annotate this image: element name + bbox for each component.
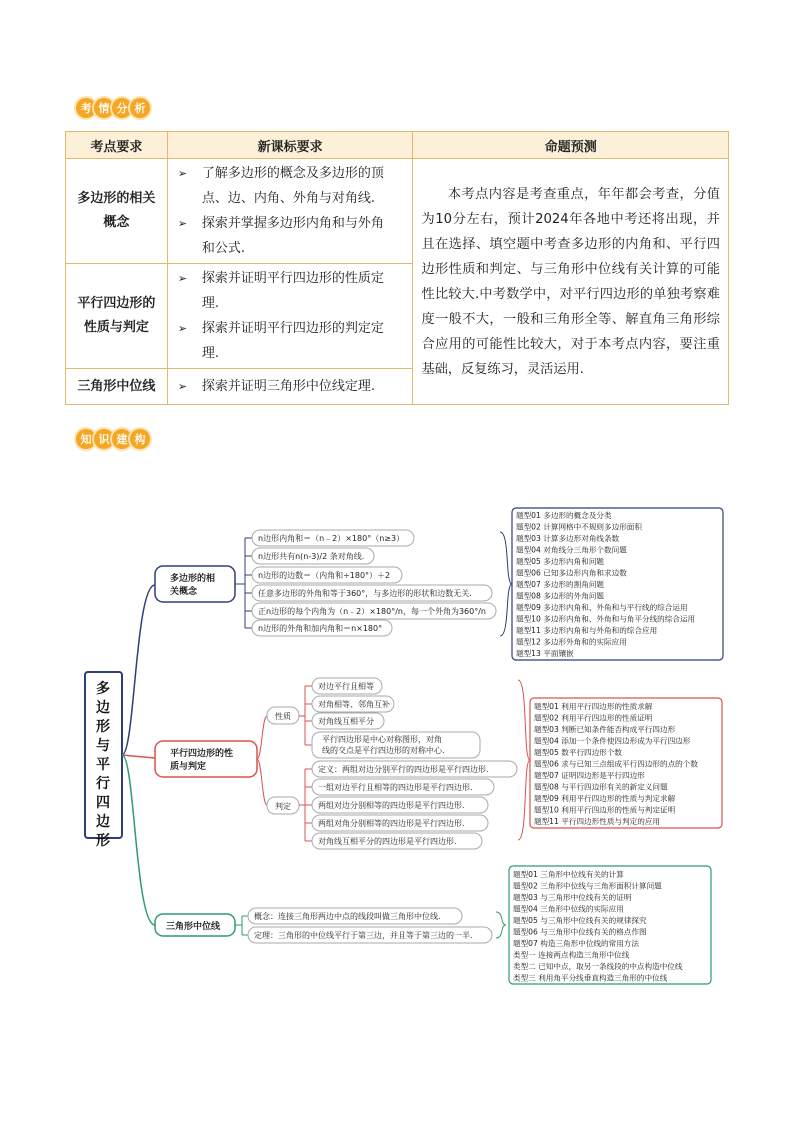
concept-item: 正n边形的每个内角为（n﹣2）×180°/n，每一个外角为360°/n (258, 607, 487, 616)
topic-name-line: 概念 (103, 215, 130, 230)
question-item: 题型04 对角线分三角形个数问题 (516, 545, 627, 555)
concept-item: n边形的边数＝（内角和÷180°）＋2 (258, 571, 391, 580)
branch-title-line: 质与判定 (170, 762, 207, 772)
question-item: 类型三 利用角平分线垂直构造三角形的中位线 (513, 973, 668, 983)
question-item: 题型02 计算网格中不规则多边形面积 (516, 522, 642, 532)
judge-item: 两组对角分别相等的四边形是平行四边形. (318, 819, 465, 828)
req-line: 理. (201, 296, 219, 311)
judge-item: 两组对边分别相等的四边形是平行四边形. (318, 801, 465, 810)
root-char: 行 (96, 776, 110, 792)
judge-item: 对角线互相平分的四边形是平行四边形. (318, 837, 457, 846)
question-item: 题型01 三角形中位线有关的计算 (513, 870, 624, 879)
root-char: 多 (96, 681, 110, 697)
badge-char: 构 (130, 429, 150, 449)
badge-char: 建 (112, 429, 132, 449)
question-item: 题型11 多边形内角和与外角和的综合应用 (516, 626, 658, 635)
question-item: 题型03 与三角形中位线有关的证明 (513, 893, 632, 902)
question-item: 题型05 多边形内角和问题 (516, 557, 605, 566)
question-item: 题型09 利用平行四边形的性质与判定求解 (534, 794, 676, 803)
question-item: 题型07 证明四边形是平行四边形 (534, 771, 645, 780)
question-item: 题型04 添加一个条件使四边形成为平行四边形 (534, 736, 691, 746)
branch-title-line: 多边形的相 (170, 574, 216, 584)
question-item: 题型10 多边形内角和、外角和与角平分线的综合运用 (516, 614, 696, 624)
req-line: 点、边、内角、外角与对角线. (201, 191, 375, 206)
midline-item: 概念：连接三角形两边中点的线段叫做三角形中位线. (254, 912, 441, 921)
topic-name-line: 平行四边形的 (77, 296, 156, 311)
question-item: 题型10 利用平行四边形的性质与判定证明 (534, 805, 676, 815)
property-item: 线的交点是平行四边形的对称中心. (322, 746, 445, 755)
root-char: 四 (96, 795, 110, 811)
question-item: 题型04 三角形中位线的实际应用 (513, 904, 624, 914)
bullet-icon: ➢ (177, 380, 188, 393)
concept-item: n边形内角和＝（n﹣2）×180°（n≥3） (258, 534, 405, 543)
root-char: 与 (96, 738, 110, 754)
root-char: 边 (96, 814, 110, 830)
property-item: 对边平行且相等 (318, 682, 374, 691)
question-item: 题型06 求与已知三点组成平行四边形的点的个数 (534, 759, 698, 769)
req-line: 理. (201, 346, 219, 361)
bullet-icon: ➢ (177, 217, 188, 230)
question-item: 题型08 多边形的外角问题 (516, 591, 605, 601)
table-header: 命题预测 (413, 132, 729, 159)
question-item: 题型01 多边形的概念及分类 (516, 511, 612, 520)
property-label: 性质 (275, 712, 291, 721)
question-item: 题型03 判断已知条件能否构成平行四边形 (534, 725, 676, 734)
judge-item: 一组对边平行且相等的四边形是平行四边形. (318, 783, 473, 792)
req-line: 探索并掌握多边形内角和与外角 (201, 216, 384, 231)
badge-char: 析 (130, 98, 150, 118)
branch-title-line: 平行四边形的性 (170, 749, 234, 759)
root-char: 平 (96, 757, 110, 773)
property-item: 对角线互相平分 (318, 717, 374, 726)
property-item: 平行四边形是中心对称图形，对角 (322, 735, 442, 744)
bullet-icon: ➢ (177, 322, 188, 335)
req-line: 探索并证明三角形中位线定理. (201, 379, 375, 394)
concept-item: n边形的外角和加内角和＝n×180° (258, 624, 383, 633)
question-item: 题型05 与三角形中位线有关的规律探究 (513, 916, 647, 925)
root-char: 边 (96, 700, 110, 716)
table-header: 新课标要求 (167, 132, 413, 159)
badge-char: 情 (94, 98, 114, 118)
question-item: 题型11 平行四边形性质与判定的应用 (534, 817, 660, 826)
req-line: 和公式. (201, 241, 245, 256)
req-line: 了解多边形的概念及多边形的顶 (201, 166, 384, 181)
root-char: 形 (96, 833, 110, 849)
req-line: 探索并证明平行四边形的性质定 (201, 271, 384, 286)
badge-char: 分 (112, 98, 132, 118)
badge-char: 考 (76, 98, 96, 118)
question-item: 题型01 利用平行四边形的性质求解 (534, 702, 653, 711)
question-item: 类型一 连接两点构造三角形中位线 (513, 950, 630, 960)
question-item: 题型06 已知多边形内角和求边数 (516, 568, 627, 578)
judge-item: 定义：两组对边分别平行的四边形是平行四边形. (318, 765, 489, 774)
question-item: 题型05 数平行四边形个数 (534, 748, 623, 757)
question-item: 题型07 多边形的割角问题 (516, 580, 605, 589)
question-item: 类型二 已知中点，取另一条线段的中点构造中位线 (513, 962, 683, 971)
badge-char: 知 (76, 429, 96, 449)
question-item: 题型03 计算多边形对角线条数 (516, 534, 620, 543)
topic-name-line: 性质与判定 (83, 320, 149, 335)
question-item: 题型02 利用平行四边形的性质证明 (534, 713, 653, 723)
property-item: 对角相等、邻角互补 (318, 700, 390, 709)
branch-title-line: 关概念 (170, 587, 198, 597)
concept-item: 任意多边形的外角和等于360°，与多边形的形状和边数无关. (258, 589, 472, 598)
question-item: 题型08 与平行四边形有关的新定义问题 (534, 782, 668, 792)
question-item: 题型02 三角形中位线与三角形面积计算问题 (513, 881, 662, 891)
bullet-icon: ➢ (177, 272, 188, 285)
bullet-icon: ➢ (177, 167, 188, 180)
topic-name-line: 多边形的相关 (77, 191, 156, 206)
judge-label: 判定 (275, 802, 291, 811)
concept-item: n边形共有n(n-3)/2 条对角线. (258, 552, 365, 561)
question-item: 题型06 与三角形中位线有关的格点作图 (513, 927, 647, 937)
root-char: 形 (96, 719, 110, 735)
midline-item: 定理：三角形的中位线平行于第三边，并且等于第三边的一半. (254, 931, 473, 940)
prediction-cell: 本考点内容是考查重点，年年都会考查，分值为10分左右，预计2024年各地中考还将出现，并且在选择、填空题中考查多边形的内角和、平行四边形性质和判定、与三角形中位线有关计算的可能性比较大.中考数学中，对平行四边形的单独考察难度一般不大，一般和三角形全等、解直角三角形综合应用的可能性比较大，对于本考点内容，要注重基础，反复练习，灵活运用. (413, 159, 729, 405)
table-header: 考点要求 (66, 132, 168, 159)
req-line: 探索并证明平行四边形的判定定 (201, 321, 384, 336)
badge-char: 识 (94, 429, 114, 449)
topic-name-line: 三角形中位线 (77, 378, 156, 394)
question-item: 题型12 多边形外角和的实际应用 (516, 637, 627, 647)
question-item: 题型13 平面镶嵌 (516, 649, 574, 658)
question-item: 题型07 构造三角形中位线的常用方法 (513, 939, 639, 948)
question-item: 题型09 多边形内角和、外角和与平行线的综合运用 (516, 603, 688, 612)
branch-title: 三角形中位线 (166, 922, 221, 932)
